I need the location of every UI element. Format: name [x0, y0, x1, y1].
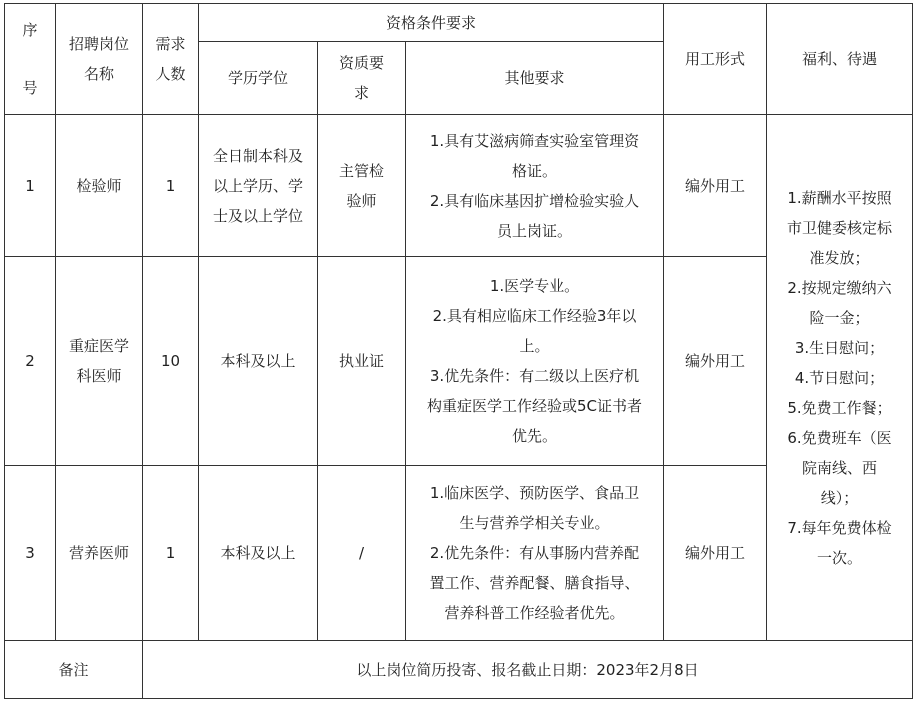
row-count: 10: [143, 257, 199, 466]
row-employment: 编外用工: [664, 466, 767, 641]
row-seq: 1: [5, 115, 56, 257]
header-education: 学历学位: [199, 42, 318, 115]
header-employment: 用工形式: [664, 4, 767, 115]
row-count: 1: [143, 466, 199, 641]
recruitment-table: [4, 3, 913, 699]
benefits-cell: 1.薪酬水平按照 市卫健委核定标 准发放； 2.按规定缴纳六 险一金； 3.生日慰问； 4.节日慰问； 5.免费工作餐； 6.免费班车（医 院南线、西 线）； 7.每年免费体检 一次。: [767, 115, 913, 641]
row-employment: 编外用工: [664, 115, 767, 257]
header-other: 其他要求: [406, 42, 664, 115]
header-row-1: [5, 4, 913, 42]
header-certificate: 资质要 求: [318, 42, 406, 115]
row-position: 重症医学 科医师: [56, 257, 143, 466]
row-other-requirements: 1.医学专业。 2.具有相应临床工作经验3年以 上。 3.优先条件：有二级以上医疗机 构重症医学工作经验或5C证书者 优先。: [406, 257, 664, 466]
note-label: 备注: [5, 641, 143, 699]
row-seq: 2: [5, 257, 56, 466]
header-seq: 序 号: [5, 4, 56, 115]
note-row: [5, 641, 913, 699]
row-other-requirements: 1.具有艾滋病筛查实验室管理资 格证。 2.具有临床基因扩增检验实验人 员上岗证。: [406, 115, 664, 257]
row-education: 全日制本科及 以上学历、学 士及以上学位: [199, 115, 318, 257]
row-count: 1: [143, 115, 199, 257]
row-education: 本科及以上: [199, 466, 318, 641]
header-qualification-group: 资格条件要求: [199, 4, 664, 42]
header-count: 需求 人数: [143, 4, 199, 115]
row-position: 营养医师: [56, 466, 143, 641]
row-education: 本科及以上: [199, 257, 318, 466]
note-text: 以上岗位简历投寄、报名截止日期：2023年2月8日: [143, 641, 913, 699]
header-position: 招聘岗位 名称: [56, 4, 143, 115]
row-certificate: /: [318, 466, 406, 641]
row-certificate: 主管检 验师: [318, 115, 406, 257]
row-position: 检验师: [56, 115, 143, 257]
row-other-requirements: 1.临床医学、预防医学、食品卫 生与营养学相关专业。 2.优先条件：有从事肠内营养配 置工作、营养配餐、膳食指导、 营养科普工作经验者优先。: [406, 466, 664, 641]
row-seq: 3: [5, 466, 56, 641]
table-row: [5, 115, 913, 257]
row-employment: 编外用工: [664, 257, 767, 466]
row-certificate: 执业证: [318, 257, 406, 466]
header-benefits: 福利、待遇: [767, 4, 913, 115]
